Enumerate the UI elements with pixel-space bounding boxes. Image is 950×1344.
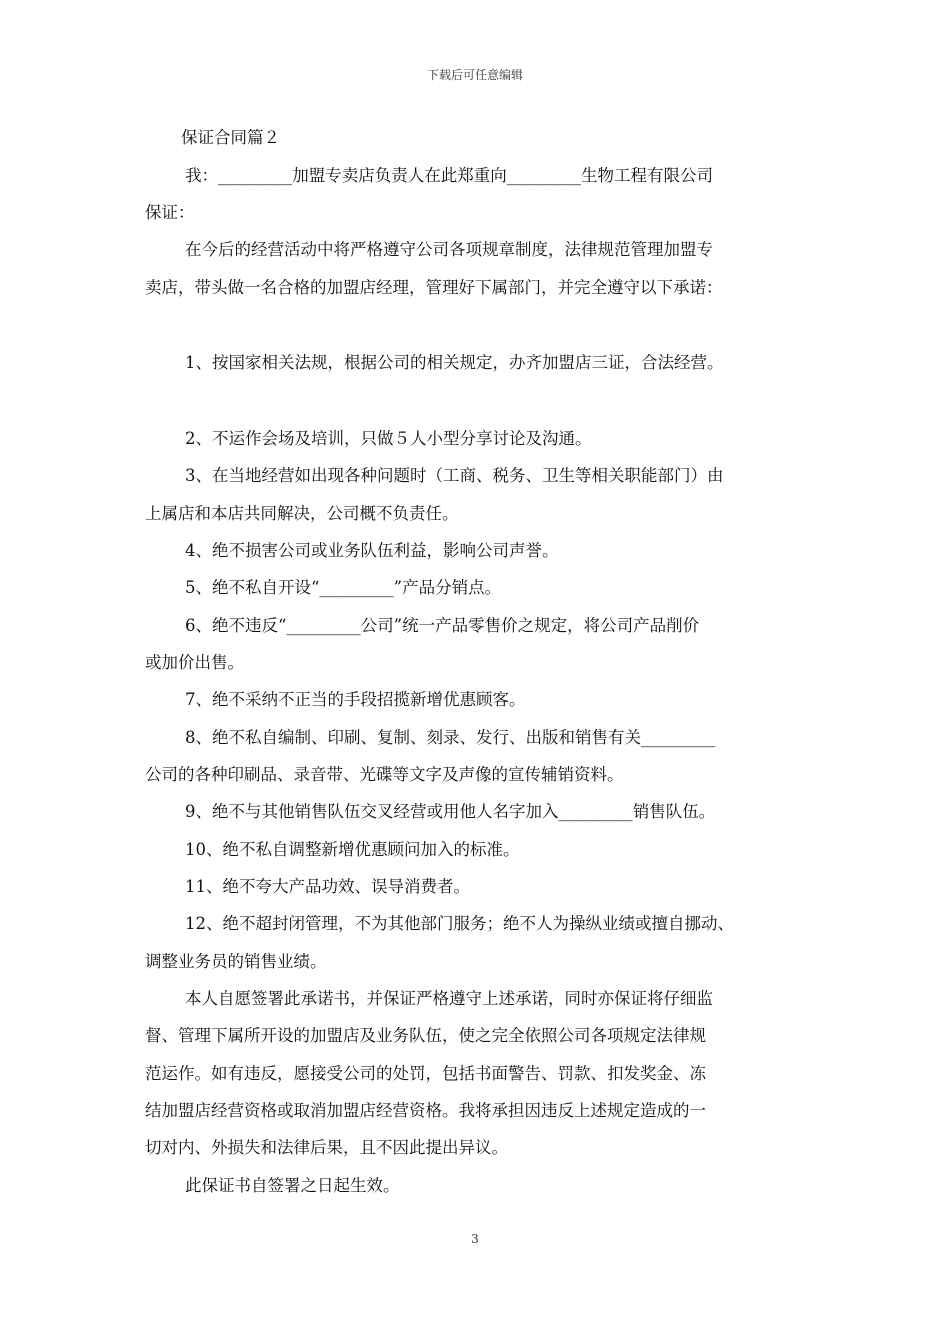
paragraph-line: 卖店，带头做一名合格的加盟店经理，管理好下属部门，并完全遵守以下承诺： <box>145 278 723 297</box>
paragraph-line: 督、管理下属所开设的加盟店及业务队伍，使之完全依照公司各项规定法律规 <box>145 1026 706 1045</box>
paragraph-line: 切对内、外损失和法律后果，且不因此提出异议。 <box>145 1138 508 1157</box>
list-item: 8、绝不私自编制、印刷、复制、刻录、发行、出版和销售有关_________ <box>185 728 716 747</box>
page-number: 3 <box>471 1232 479 1246</box>
paragraph-line: 本人自愿签署此承诺书，并保证严格遵守上述承诺，同时亦保证将仔细监 <box>185 989 713 1008</box>
list-item: 12、绝不超封闭管理，不为其他部门服务；绝不人为操纵业绩或擅自挪动、 <box>185 914 734 933</box>
list-item: 6、绝不违反“_________公司”统一产品零售价之规定，将公司产品削价 <box>185 616 700 635</box>
list-item: 10、绝不私自调整新增优惠顾问加入的标准。 <box>185 840 520 859</box>
paragraph-line: 在今后的经营活动中将严格遵守公司各项规章制度，法律规范管理加盟专 <box>185 240 713 259</box>
list-item: 9、绝不与其他销售队伍交叉经营或用他人名字加入_________销售队伍。 <box>185 802 716 821</box>
list-item: 2、不运作会场及培训，只做５人小型分享讨论及沟通。 <box>185 429 592 448</box>
list-item: 7、绝不采纳不正当的手段招揽新增优惠顾客。 <box>185 690 526 709</box>
list-item: 3、在当地经营如出现各种问题时（工商、税务、卫生等相关职能部门）由 <box>185 466 724 485</box>
list-item-continuation: 公司的各种印刷品、录音带、光碟等文字及声像的宣传辅销资料。 <box>145 765 624 784</box>
paragraph-line: 范运作。如有违反，愿接受公司的处罚，包括书面警告、罚款、扣发奖金、冻 <box>145 1064 706 1083</box>
paragraph-line: 保证： <box>145 203 195 222</box>
closing-line: 此保证书自签署之日起生效。 <box>185 1176 400 1195</box>
list-item-continuation: 或加价出售。 <box>145 653 244 672</box>
header-note: 下载后可任意编辑 <box>426 68 523 82</box>
list-item: 4、绝不损害公司或业务队伍利益，影响公司声誉。 <box>185 541 559 560</box>
list-item: 11、绝不夸大产品功效、误导消费者。 <box>185 877 470 896</box>
list-item-continuation: 调整业务员的销售业绩。 <box>145 952 327 971</box>
list-item: 5、绝不私自开设“_________”产品分销点。 <box>185 578 502 597</box>
list-item-continuation: 上属店和本店共同解决，公司概不负责任。 <box>145 504 459 523</box>
paragraph-line: 结加盟店经营资格或取消加盟店经营资格。我将承担因违反上述规定造成的一 <box>145 1101 706 1120</box>
paragraph-line: 我：_________加盟专卖店负责人在此郑重向_________生物工程有限公司 <box>185 166 713 185</box>
list-item: 1、按国家相关法规，根据公司的相关规定，办齐加盟店三证，合法经营。 <box>185 353 724 372</box>
section-title: 保证合同篇２ <box>181 128 280 147</box>
